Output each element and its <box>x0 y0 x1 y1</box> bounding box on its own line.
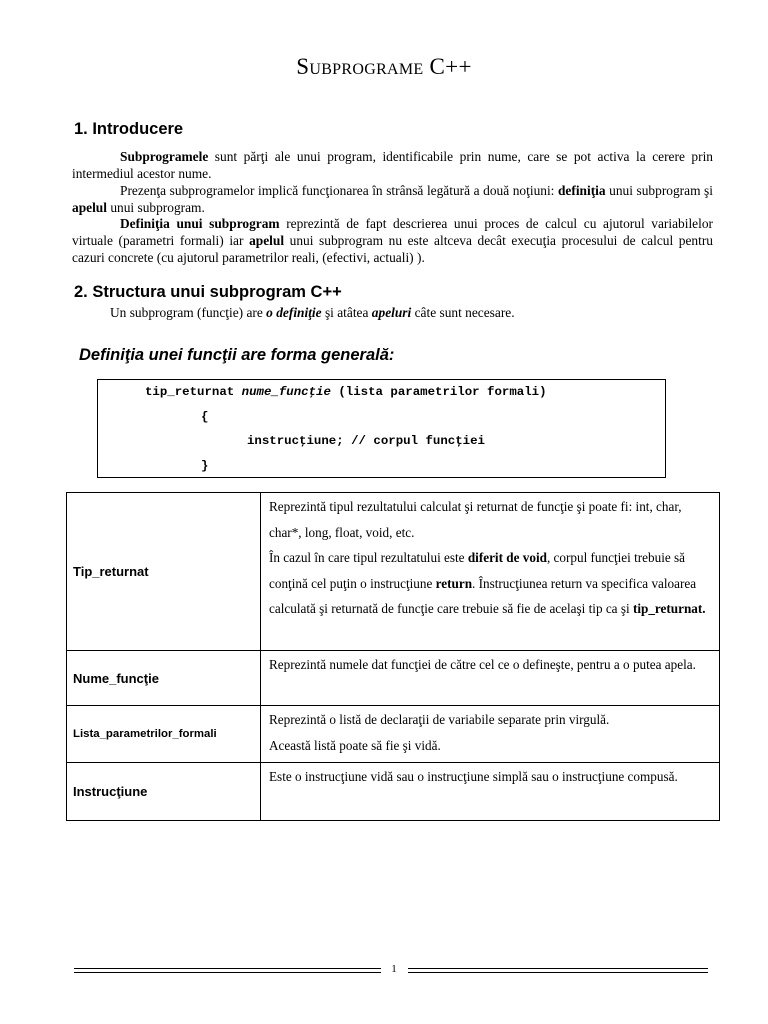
footer-rule-right <box>408 968 708 973</box>
code-line-close-brace: } <box>201 459 209 473</box>
bold-italic-term: apeluri <box>371 305 412 320</box>
code-line-body: instrucţiune; // corpul funcţiei <box>247 434 485 448</box>
table-row <box>67 493 720 651</box>
description-text: , corpul funcţiei trebuie să conţină cel puţin o instrucţiune <box>269 550 686 591</box>
intro-paragraph-2 <box>72 183 713 217</box>
bold-term: tip_returnat. <box>632 601 706 616</box>
bold-term: definiţia <box>557 183 606 198</box>
bold-term: Subprogramele <box>120 149 209 164</box>
description-line: Această listă poate să fie şi vidă. <box>269 737 441 753</box>
bold-term: diferit de void <box>467 550 547 565</box>
structure-intro-line <box>110 305 515 321</box>
code-parameter-list: (lista parametrilor formali) <box>330 385 547 399</box>
paragraph-text: reprezintă de fapt descrierea unui proces de calcul cu ajutorul variabilelor virtuale (parametri formali) iar <box>72 216 713 248</box>
table-row <box>67 651 720 706</box>
paragraph-text: Prezenţa subprogramelor implică funcţionarea în strânsă legătură a două noţiuni: <box>120 183 558 198</box>
bold-italic-term: o definiţie <box>266 305 322 320</box>
paragraph-text: unui subprogram şi <box>605 183 713 198</box>
paragraph-text: sunt părţi ale unui program, identificabile prin nume, care se pot activa la cerere prin intermediul acestor nume. <box>72 149 713 181</box>
table-description-cell <box>261 763 720 821</box>
page-number: 1 <box>391 963 397 975</box>
description-line: Reprezintă tipul rezultatului calculat şi returnat de funcţie şi poate fi: int, char, char*, long, float, void, etc. <box>269 499 682 540</box>
table-description-cell <box>261 493 720 651</box>
paragraph-text: câte sunt necesare. <box>411 305 515 320</box>
definition-heading: Definiţia unei funcţii are forma generală: <box>79 346 395 364</box>
description-line <box>269 545 711 622</box>
bold-term: return <box>435 575 473 591</box>
section-heading-introducere: 1. Introducere <box>74 120 184 138</box>
code-line-open-brace: { <box>201 410 209 424</box>
table-row <box>67 763 720 821</box>
bold-term: apelul <box>249 232 285 248</box>
code-return-type: tip_returnat <box>145 385 242 399</box>
code-function-name: nume_funcţie <box>241 385 331 399</box>
paragraph-text: şi atâtea <box>321 305 372 320</box>
section-heading-structura: 2. Structura unui subprogram C++ <box>74 283 342 301</box>
description-text: În cazul în care tipul rezultatului este <box>269 550 468 565</box>
table-row <box>67 706 720 763</box>
paragraph-text: unui subprogram nu este altceva decât execuţia procesului de calcul pentru cazuri concrete (cu ajutorul parametrilor reali, (efectivi, actuali) ). <box>72 232 713 265</box>
description-text: . Înstrucţiunea return va specifica valoarea calculată şi returnată de funcţie care trebuie să fie de acelaşi tip ca şi <box>269 575 697 616</box>
intro-paragraph-1 <box>72 149 713 183</box>
intro-paragraph-3 <box>72 216 713 266</box>
description-line: Este o instrucţiune vidă sau o instrucţiune simplă sau o instrucţiune compusă. <box>269 769 678 784</box>
description-line: Reprezintă numele dat funcţiei de către cel ce o defineşte, pentru a o putea apela. <box>269 657 696 672</box>
page-title: Subprograme C++ <box>296 54 472 79</box>
code-box <box>97 379 666 478</box>
table-term-cell: Tip_returnat <box>67 493 261 651</box>
bold-term: apelul <box>72 199 107 215</box>
table-description-cell <box>261 651 720 706</box>
paragraph-text: unui subprogram. <box>106 199 205 215</box>
paragraph-text: Un subprogram (funcţie) are <box>110 305 267 320</box>
table-term-cell: Instrucţiune <box>67 763 261 821</box>
footer-rule-left <box>74 968 381 973</box>
bold-term: Definiţia unui subprogram <box>120 216 280 231</box>
table-term-cell: Nume_funcţie <box>67 651 261 706</box>
table-term-cell: Lista_parametrilor_formali <box>67 706 261 763</box>
code-line-signature <box>145 385 547 399</box>
description-line: Reprezintă o listă de declaraţii de variabile separate prin virgulă. <box>269 712 610 727</box>
definition-table <box>66 492 720 821</box>
table-description-cell <box>261 706 720 763</box>
